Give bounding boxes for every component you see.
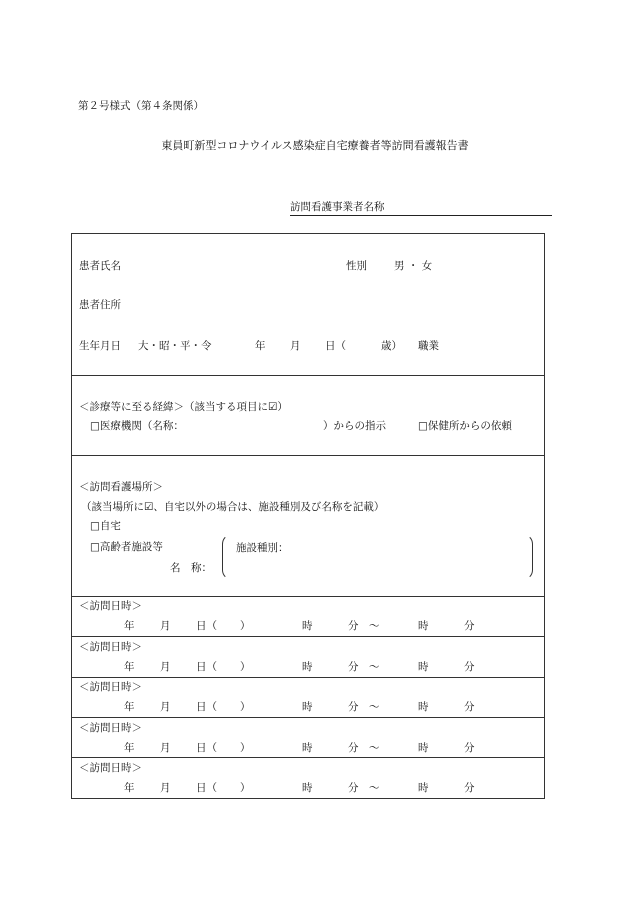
provider-label: 訪問看護事業者名称 [290,201,385,213]
birth-date-label: 生年月日 [79,340,121,352]
visit-tilde: ～ [369,742,380,754]
facility-type-label: 施設種別： [236,542,289,554]
visit-heading: ＜訪問日時＞ [79,600,142,612]
visit-year-unit: 年 [124,782,135,794]
visit-year-unit: 年 [124,661,135,673]
birth-year-unit: 年 [255,340,266,352]
visit-day-open: 日（ [196,661,217,673]
visit-tilde: ～ [369,620,380,632]
visit-month-unit: 月 [160,701,171,713]
visit-start-hour-unit: 時 [302,701,313,713]
facility-option[interactable]: □高齢者施設等 [90,541,163,553]
visit-start-hour-unit: 時 [302,661,313,673]
visit-day-close: ） [240,661,251,673]
location-instruction: （該当場所に☑、自宅以外の場合は、施設種別及び名称を記載） [81,501,385,513]
birth-month-unit: 月 [290,340,301,352]
form-number: 第２号様式（第４条関係） [78,100,204,112]
visit-day-close: ） [240,701,251,713]
visit-start-minute-unit: 分 [348,661,359,673]
medical-institution-option[interactable]: □医療機関（名称： [90,420,184,432]
report-form-frame [71,233,545,799]
page-title: 東員町新型コロナウイルス感染症自宅療養者等訪問看護報告書 [161,139,469,152]
visit-start-minute-unit: 分 [348,620,359,632]
visit-end-minute-unit: 分 [464,742,475,754]
era-options[interactable]: 大・昭・平・令 [138,340,212,352]
patient-address-label: 患者住所 [79,299,121,311]
divider [71,455,545,456]
visit-year-unit: 年 [124,742,135,754]
visit-start-minute-unit: 分 [348,701,359,713]
sex-options[interactable]: 男 ・ 女 [394,260,433,272]
visit-year-unit: 年 [124,701,135,713]
visit-end-hour-unit: 時 [418,701,429,713]
visit-day-close: ） [240,742,251,754]
visit-year-unit: 年 [124,620,135,632]
visit-tilde: ～ [369,782,380,794]
visit-end-minute-unit: 分 [464,701,475,713]
medical-instruction-suffix: ）からの指示 [323,420,386,432]
visit-month-unit: 月 [160,782,171,794]
location-heading: ＜訪問看護場所＞ [79,481,163,493]
visit-day-open: 日（ [196,742,217,754]
visit-month-unit: 月 [160,742,171,754]
divider [71,677,545,678]
visit-heading: ＜訪問日時＞ [79,681,142,693]
home-option[interactable]: □自宅 [90,520,121,532]
visit-day-open: 日（ [196,701,217,713]
divider [71,717,545,718]
facility-name-label: 名 称： [170,562,212,574]
visit-end-minute-unit: 分 [464,661,475,673]
visit-tilde: ～ [369,661,380,673]
consultation-heading: ＜診療等に至る経緯＞（該当する項目に☑） [79,401,288,413]
divider [71,757,545,758]
visit-day-open: 日（ [196,782,217,794]
visit-start-hour-unit: 時 [302,742,313,754]
visit-month-unit: 月 [160,661,171,673]
visit-end-hour-unit: 時 [418,742,429,754]
divider [71,375,545,376]
visit-end-hour-unit: 時 [418,782,429,794]
birth-day-unit: 日（ [325,340,346,352]
visit-end-hour-unit: 時 [418,620,429,632]
visit-day-open: 日（ [196,620,217,632]
age-unit: 歳） [381,340,402,352]
visit-end-hour-unit: 時 [418,661,429,673]
provider-name-field[interactable] [290,199,552,216]
visit-day-close: ） [240,782,251,794]
visit-end-minute-unit: 分 [464,620,475,632]
visit-end-minute-unit: 分 [464,782,475,794]
patient-name-label: 患者氏名 [79,260,121,272]
divider [71,596,545,597]
divider [71,636,545,637]
visit-day-close: ） [240,620,251,632]
visit-tilde: ～ [369,701,380,713]
visit-start-hour-unit: 時 [302,620,313,632]
visit-heading: ＜訪問日時＞ [79,762,142,774]
visit-heading: ＜訪問日時＞ [79,641,142,653]
sex-label: 性別 [346,260,367,272]
health-center-option[interactable]: □保健所からの依頼 [418,420,512,432]
visit-heading: ＜訪問日時＞ [79,722,142,734]
visit-start-minute-unit: 分 [348,742,359,754]
visit-month-unit: 月 [160,620,171,632]
visit-start-minute-unit: 分 [348,782,359,794]
visit-start-hour-unit: 時 [302,782,313,794]
occupation-label: 職業 [418,340,439,352]
